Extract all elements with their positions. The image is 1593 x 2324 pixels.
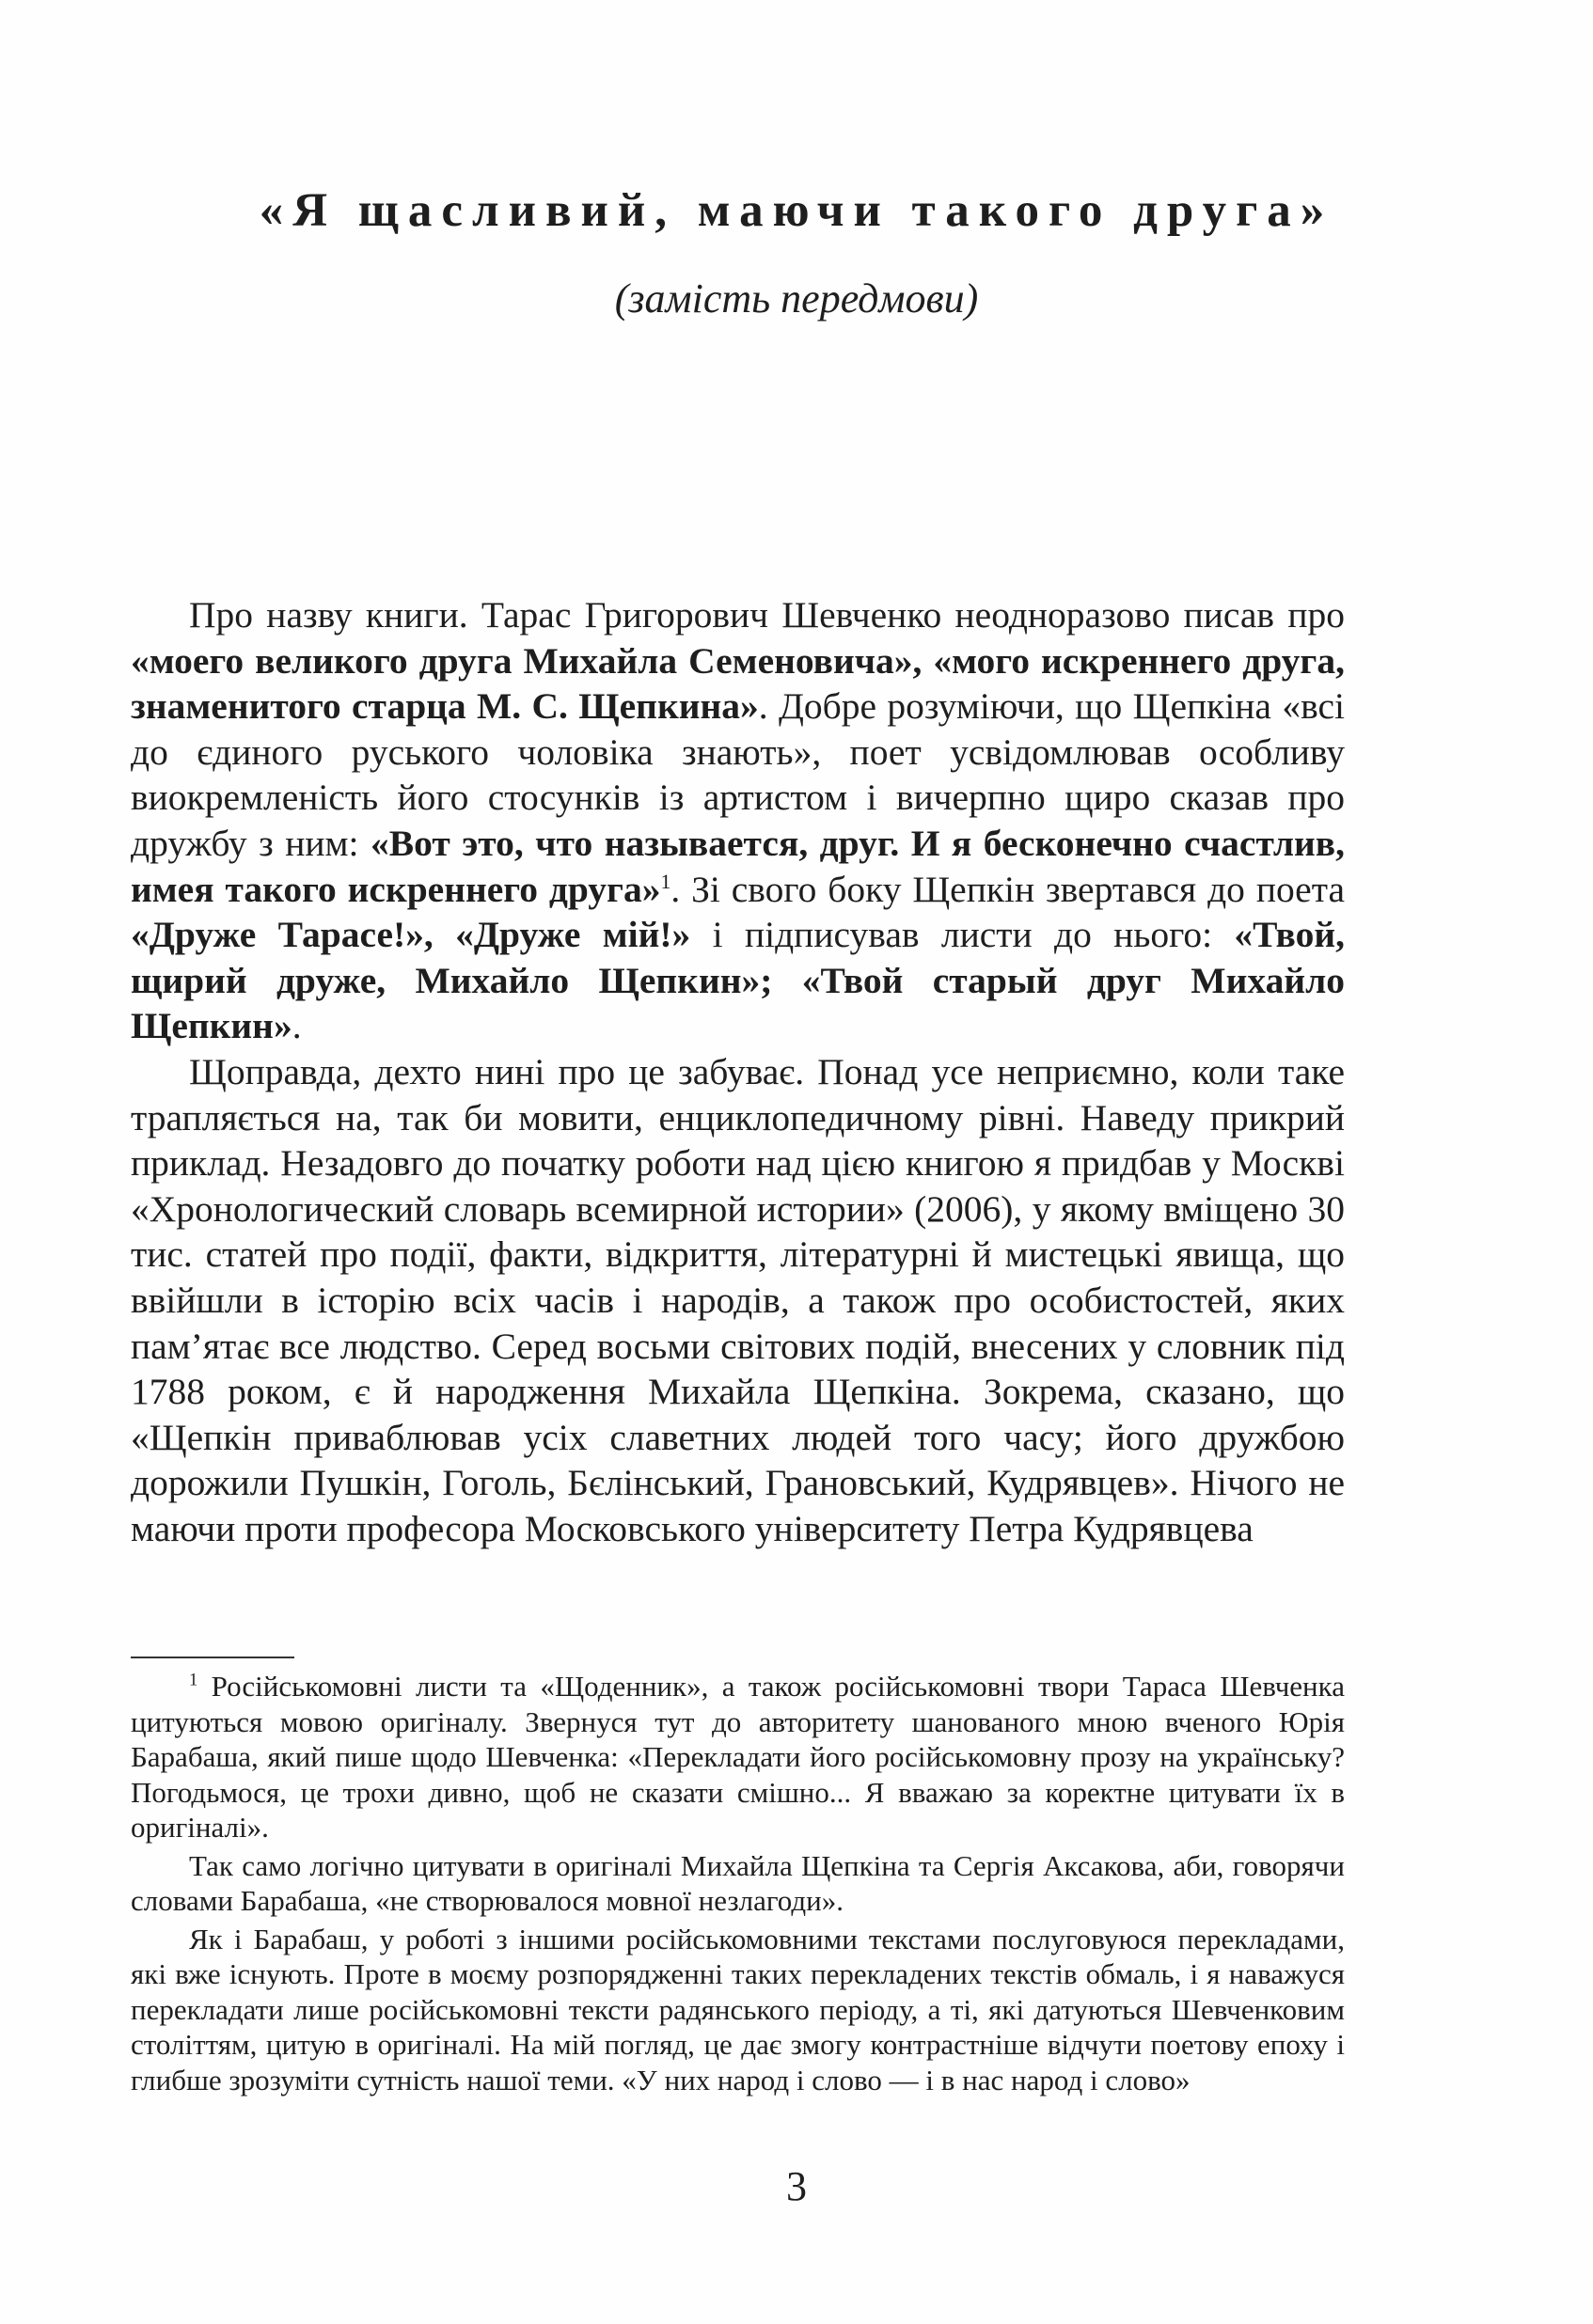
paragraph-1 [131, 592, 1345, 1049]
text-segment: . [292, 1005, 302, 1047]
quote-bold: «Твой, щирий друже, Михайло Щепкин»; «Твой старый друг Михайло Щепкин» [131, 914, 1345, 1047]
text-segment: . Добре розуміючи, що Щепкіна «всі до єдиного руського чоловіка знають», поет усвідомлював особливу виокремленість його стосунків із артистом і вичерпно щиро сказав про дружбу з ним: [131, 685, 1345, 864]
footnotes [131, 1669, 1345, 2100]
chapter-subtitle: (замість передмови) [614, 275, 979, 322]
text-segment: Про назву книги. Тарас Григорович Шевченко неодноразово писав про [189, 594, 1345, 636]
footnote-text: Російськомовні листи та «Щоденник», а також російськомовні твори Тараса Шевченка цитуються мовою оригіналу. Звернуся тут до авторитету шанованого мною вченого Юрія Барабаша, який пише щодо Шевченка: «Перекладати його російськомовну прозу на українську? Погодьмося, це трохи дивно, щоб не сказати смішно... Я вважаю за коректне цитувати їх в оригіналі». [131, 1670, 1345, 1844]
footnote-marker: 1 [189, 1670, 198, 1690]
quote-bold: «Вот это, что называется, друг. И я бесконечно счастлив, имея такого искреннего друга» [131, 822, 1345, 910]
footnote-1 [131, 1669, 1345, 1845]
quote-bold: «моего великого друга Михайла Семеновича», «мого искреннего друга, знаменитого старца М. С. Щепкина» [131, 639, 1345, 728]
footnote-divider [131, 1657, 294, 1658]
quote-bold: «Друже Тарасе!», «Друже мій!» [131, 914, 691, 956]
text-segment: . Зі свого боку Щепкін звертався до поета [670, 868, 1345, 910]
page-number: 3 [786, 2163, 807, 2209]
text-segment: і підписував листи до нього: [690, 914, 1235, 956]
footnote-paragraph-3: Як і Барабаш, у роботі з іншими російськомовними текстами послуговуюся перекладами, які вже існують. Проте в моєму розпорядженні таких перекладених текстів обмаль, і я наважуся перекладати лише російськомовні тексти радянського періоду, а ті, які датуються Шевченковим століттям, цитую в оригіналі. На мій погляд, це дає змогу контрастніше відчути поетову епоху і глибше зрозуміти сутність нашої теми. «У них народ і слово — і в нас народ і слово» [131, 1922, 1345, 2096]
main-text [131, 592, 1345, 1551]
paragraph-2: Щоправда, дехто нині про це забуває. Понад усе неприємно, коли таке трапляється на, так би мовити, енциклопедичному рівні. Наведу прикрий приклад. Незадовго до початку роботи над цією книгою я придбав у Москві «Хронологический словарь всемирной истории» (2006), у якому вміщено 30 тис. статей про події, факти, відкриття, літературні й мистецькі явища, що ввійшли в історію всіх часів і народів, а також про особистостей, яких пам’ятає все людство. Серед восьми світових подій, внесених у словник під 1788 роком, є й народження Михайла Щепкіна. Зокрема, сказано, що «Щепкін приваблював усіх славетних людей того часу; його дружбою дорожили Пушкін, Гоголь, Бєлінський, Грановський, Кудрявцев». Нічого не маючи проти професора Московського університету Петра Кудрявцева [131, 1050, 1345, 1549]
footnote-ref: 1 [660, 870, 671, 893]
footnote-paragraph-2: Так само логічно цитувати в оригіналі Михайла Щепкіна та Сергія Аксакова, аби, говорячи словами Барабаша, «не створювалося мовної незлагоди». [131, 1848, 1345, 1917]
chapter-title: «Я щасливий, маючи такого друга» [259, 184, 1334, 237]
